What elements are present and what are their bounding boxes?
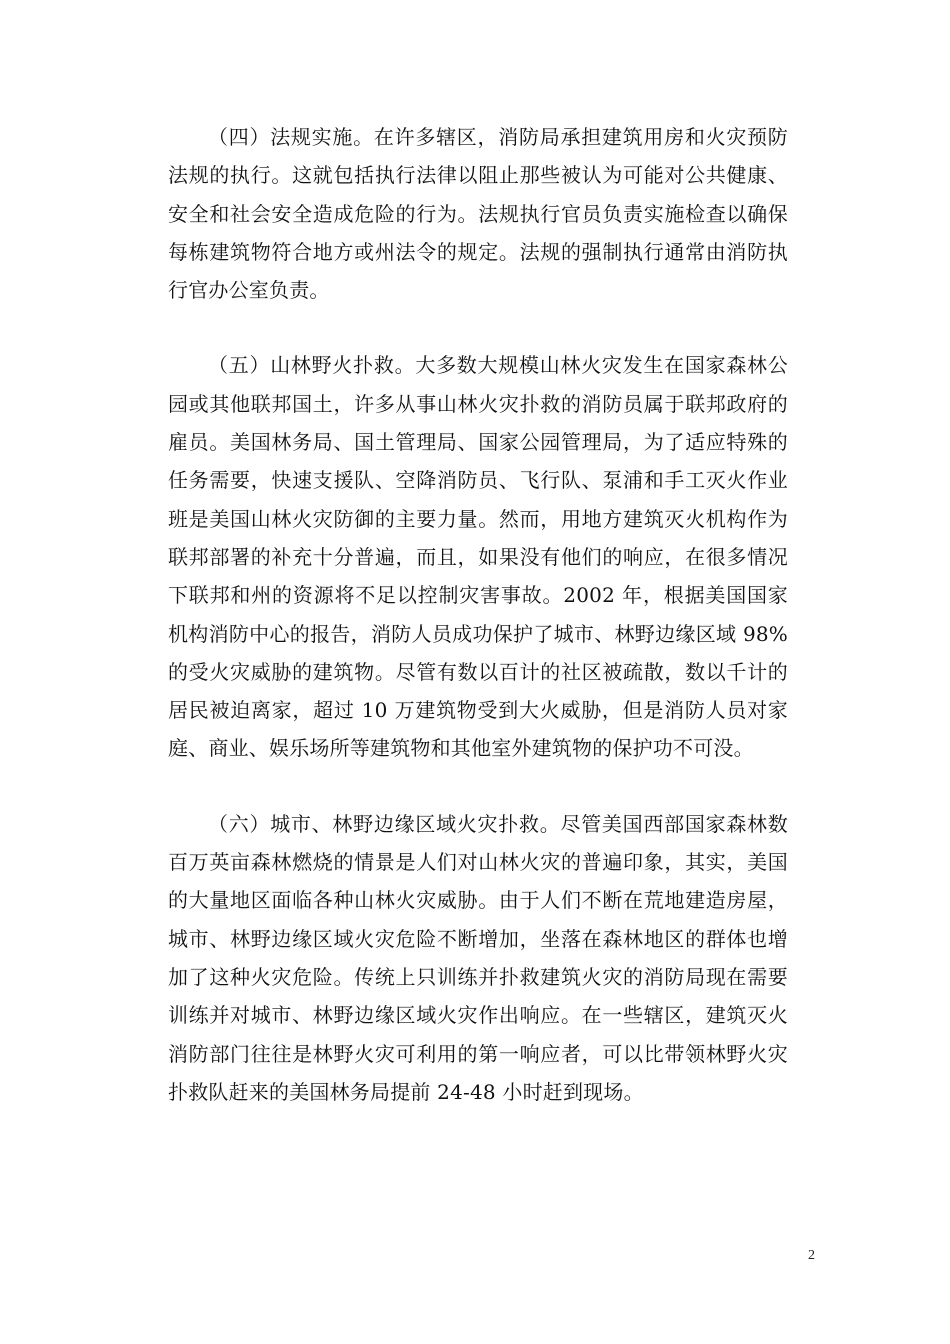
page-number: 2 (808, 1248, 815, 1263)
paragraph-urban-wildland-interface: （六）城市、林野边缘区域火灾扑救。尽管美国西部国家森林数百万英亩森林燃烧的情景是人们对山林火灾的普遍印象，其实，美国的大量地区面临各种山林火灾威胁。由于人们不断在荒地建造房屋，城市、林野边缘区域火灾危险不断增加，坐落在森林地区的群体也增加了这种火灾危险。传统上只训练并扑救建筑火灾的消防局现在需要训练并对城市、林野边缘区域火灾作出响应。在一些辖区，建筑灭火消防部门往往是林野火灾可利用的第一响应者，可以比带领林野火灾扑救队赶来的美国林务局提前 24-48 小时赶到现场。 (168, 811, 788, 1104)
paragraph-wildland-firefighting: （五）山林野火扑救。大多数大规模山林火灾发生在国家森林公园或其他联邦国土，许多从事山林火灾扑救的消防员属于联邦政府的雇员。美国林务局、国土管理局、国家公园管理局，为了适应特殊的任务需要，快速支援队、空降消防员、飞行队、泵浦和手工灭火作业班是美国山林火灾防御的主要力量。然而，用地方建筑灭火机构作为联邦部署的补充十分普遍，而且，如果没有他们的响应，在很多情况下联邦和州的资源将不足以控制灾害事故。2002 年，根据美国国家机构消防中心的报告，消防人员成功保护了城市、林野边缘区域 98%的受火灾威胁的建筑物。尽管有数以百计的社区被疏散，数以千计的居民被迫离家，超过 10 万建筑物受到大火威胁，但是消防人员对家庭、商业、娱乐场所等建筑物和其他室外建筑物的保护功不可没。 (168, 353, 788, 761)
paragraph-regulation-enforcement: （四）法规实施。在许多辖区，消防局承担建筑用房和火灾预防法规的执行。这就包括执行法律以阻止那些被认为可能对公共健康、安全和社会安全造成危险的行为。法规执行官员负责实施检查以确保每栋建筑物符合地方或州法令的规定。法规的强制执行通常由消防执行官办公室负责。 (168, 125, 788, 303)
document-body (168, 118, 788, 1148)
